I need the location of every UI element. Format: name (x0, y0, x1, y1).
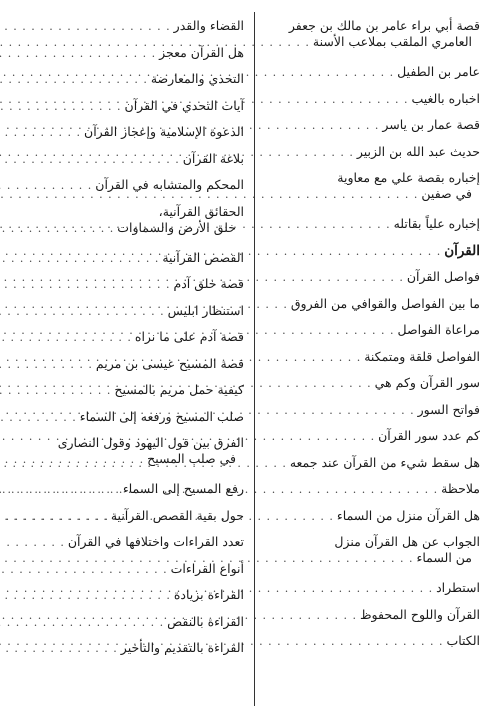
toc-entry-row (20, 151, 244, 168)
toc-entry-title-line2: خلق الأرض والسماوات (117, 219, 236, 235)
dot-leader (0, 277, 170, 293)
toc-entry-title: أنواع القراءات (170, 560, 244, 576)
toc-column-left (20, 10, 244, 710)
toc-entry-row (256, 64, 480, 81)
dot-leader (0, 509, 108, 525)
toc-entry (20, 45, 244, 62)
toc-entry-title: بلاغة القرآن (182, 150, 244, 166)
toc-entry-title: آيات التحدي في القرآن (124, 97, 244, 113)
toc-entry (20, 356, 244, 373)
toc-entry-title: كيفية حمل مريم بالمسيح (114, 382, 244, 397)
toc-entry-row (256, 243, 480, 260)
toc-entry (256, 216, 480, 233)
toc-entry (20, 124, 244, 141)
toc-entry-title: كم عدد سور القرآن (378, 428, 480, 443)
toc-entry-row (256, 508, 480, 525)
dot-leader (0, 535, 65, 551)
dot-leader (0, 615, 164, 631)
toc-entry (256, 64, 480, 81)
toc-entry-title: فواتح السور (417, 401, 480, 417)
toc-entry (256, 534, 480, 567)
toc-entry-title: صلب المسيح ورفعه إلى السماء (79, 408, 244, 424)
toc-entry-title-line2: العامري الملقب بملاعب الأسنة (312, 34, 472, 49)
dot-leader (0, 588, 171, 604)
toc-entry-title: استطراد (436, 580, 480, 595)
toc-entry (256, 243, 480, 260)
toc-entry-title: المحكم والمتشابه في القرآن (95, 177, 244, 192)
toc-entry-title-line1: الحقائق القرآنية، (158, 203, 244, 219)
toc-entry (20, 481, 244, 498)
toc-entry-title: تعدد القراءات واختلافها في القرآن (67, 534, 244, 549)
toc-entry (256, 91, 480, 108)
toc-entry-title-line1: الفرق بين قول اليهود وقول النصارى (57, 435, 244, 450)
toc-entry-row (256, 633, 480, 650)
toc-entry-title: التحدي والمعارضة (150, 71, 244, 86)
toc-entry-title: القضاء والقدر (173, 18, 244, 33)
dot-leader (0, 152, 180, 168)
toc-entry (256, 269, 480, 286)
toc-entry-title: هل سقط شيء من القرآن عند جمعه (289, 454, 480, 470)
dot-leader (0, 641, 118, 657)
dot-leader (0, 410, 77, 426)
dot-leader (0, 357, 93, 373)
dot-leader (0, 46, 156, 62)
toc-entry-title: استنظار ابليس (167, 302, 244, 318)
toc-entry (20, 435, 244, 468)
toc-entry (256, 580, 480, 597)
toc-entry (256, 296, 480, 313)
toc-entry (256, 170, 480, 203)
toc-entry (256, 349, 480, 366)
dot-leader (0, 178, 92, 194)
toc-entry (20, 303, 244, 320)
toc-entry-row (20, 71, 244, 88)
toc-entry-row (20, 250, 244, 267)
toc-entry-title: فواصل القرآن (406, 269, 480, 284)
toc-page (20, 10, 480, 710)
toc-entry-row (20, 481, 244, 498)
toc-entry-title: حول بقية القصص القرآنية (110, 507, 244, 523)
toc-entry (20, 561, 244, 578)
toc-entry (256, 144, 480, 161)
toc-entry (20, 329, 244, 346)
toc-entry-title: القصص القرآنية (162, 249, 244, 265)
toc-entry-row (20, 382, 244, 399)
toc-entry (256, 322, 480, 339)
toc-entry-title: إخباره علياً بقاتله (393, 216, 480, 231)
toc-entry-title: القراءة بالنقص (167, 613, 244, 629)
toc-entry-title: مراعاة الفواصل (397, 322, 480, 337)
toc-entry-row (256, 481, 480, 498)
toc-entry-row (20, 303, 244, 320)
toc-entry-title: سور القرآن وكم هي (374, 375, 480, 390)
toc-entry-title: القرآن (444, 242, 480, 259)
toc-entry-row (256, 269, 480, 286)
toc-entry (20, 587, 244, 604)
toc-entry-row (20, 561, 244, 578)
toc-entry-title: الفواصل قلقة ومتمكنة (364, 348, 480, 364)
toc-entry-title: الكتاب (446, 633, 480, 648)
toc-entry-row (256, 349, 480, 366)
toc-entry (20, 409, 244, 426)
toc-entry-row (256, 91, 480, 108)
toc-entry (20, 71, 244, 88)
toc-entry-title-line2: في صلب المسيح (147, 451, 236, 466)
toc-entry-title: ما بين الفواصل والقوافي من الفروق (290, 295, 480, 311)
toc-entry-row (256, 550, 480, 567)
toc-entry-title-line1: إخباره بقصة علي مع معاوية (337, 170, 480, 185)
toc-entry (256, 402, 480, 419)
toc-entry (256, 428, 480, 445)
toc-entry-title-line2: من السماء (416, 550, 472, 565)
toc-entry (20, 508, 244, 525)
toc-entry-row (20, 124, 244, 141)
toc-entry-title: قصة عمار بن ياسر (382, 117, 480, 132)
toc-entry-row (256, 34, 480, 51)
toc-entry-row (256, 144, 480, 161)
dot-leader (0, 452, 144, 468)
toc-entry-row (256, 216, 480, 233)
toc-entry (256, 117, 480, 134)
toc-entry (20, 98, 244, 115)
toc-entry-title: القراءة بالتقديم والتأخير (120, 640, 244, 655)
toc-entry-title: ملاحظة (441, 481, 480, 496)
toc-entry-row (20, 18, 244, 35)
toc-entry-row (256, 375, 480, 392)
toc-entry-title: اخباره بالغيب (411, 90, 480, 106)
toc-entry-row (256, 580, 480, 597)
toc-entry-row (20, 534, 244, 551)
dot-leader (0, 221, 114, 237)
toc-entry-row (20, 45, 244, 62)
dot-leader (0, 304, 165, 320)
dot-leader (0, 72, 148, 88)
toc-entry (256, 607, 480, 624)
toc-entry (20, 151, 244, 168)
toc-entry (20, 614, 244, 631)
toc-entry-row (20, 451, 244, 468)
toc-entry-title: القراءة بزيادة (173, 587, 244, 602)
toc-entry-row (20, 587, 244, 604)
toc-entry-title: قصة آدم على ما نراه (134, 329, 244, 344)
toc-entry (256, 633, 480, 650)
toc-entry-row (20, 640, 244, 657)
column-divider (254, 12, 255, 706)
dot-leader (0, 562, 168, 578)
toc-entry-title: حديث عبد الله بن الزبير (356, 143, 480, 159)
toc-entry (20, 250, 244, 267)
toc-entry-row (20, 356, 244, 373)
toc-entry (20, 204, 244, 237)
toc-entry-row (20, 508, 244, 525)
dot-leader (0, 383, 111, 399)
toc-entry (256, 508, 480, 525)
toc-entry-row (256, 296, 480, 313)
dot-leader (0, 99, 122, 115)
toc-entry-row (20, 220, 244, 237)
toc-entry-title: رفع المسيح إلى السماء (122, 481, 244, 496)
toc-entry-title: هل القرآن منزل من السماء (336, 507, 480, 523)
toc-entry (256, 481, 480, 498)
toc-entry-title: هل القرآن معجز (159, 44, 244, 60)
toc-entry (20, 177, 244, 194)
toc-entry-row (20, 329, 244, 346)
toc-entry (256, 455, 480, 472)
dot-leader (0, 330, 132, 346)
toc-column-right (256, 10, 480, 710)
toc-entry (20, 382, 244, 399)
toc-entry-row (20, 177, 244, 194)
dot-leader (0, 251, 159, 267)
toc-entry-row (20, 614, 244, 631)
toc-entry-title: عامر بن الطفيل (397, 64, 480, 79)
toc-entry-row (256, 428, 480, 445)
toc-entry-row (20, 276, 244, 293)
toc-entry (20, 276, 244, 293)
toc-entry-row (256, 607, 480, 624)
toc-entry-title-line1: قصة أبي براء عامر بن مالك بن جعفر (288, 18, 480, 33)
toc-entry-title: قصة المسيح عيسى بن مريم (95, 355, 244, 371)
dot-leader (0, 19, 171, 35)
toc-entry-title: قصة خلق آدم (173, 276, 244, 291)
toc-entry (20, 640, 244, 657)
toc-entry-row (256, 455, 480, 472)
toc-entry-row (256, 186, 480, 203)
toc-entry-row (20, 98, 244, 115)
dot-leader (0, 482, 120, 498)
toc-entry (256, 375, 480, 392)
toc-entry-title-line1: الجواب عن هل القرآن منزل (334, 534, 480, 549)
toc-entry-title: الدعوة الإسلامية وإعجاز القرآن (84, 124, 244, 139)
toc-entry-row (256, 117, 480, 134)
toc-entry (20, 18, 244, 35)
toc-entry-row (256, 322, 480, 339)
toc-entry-title-line2: في صفين (421, 186, 472, 201)
toc-entry-row (20, 409, 244, 426)
dot-leader (0, 125, 81, 141)
toc-entry (20, 534, 244, 551)
toc-entry-title: القرآن واللوح المحفوظ (359, 606, 480, 622)
toc-entry-row (256, 402, 480, 419)
toc-entry (256, 18, 480, 51)
